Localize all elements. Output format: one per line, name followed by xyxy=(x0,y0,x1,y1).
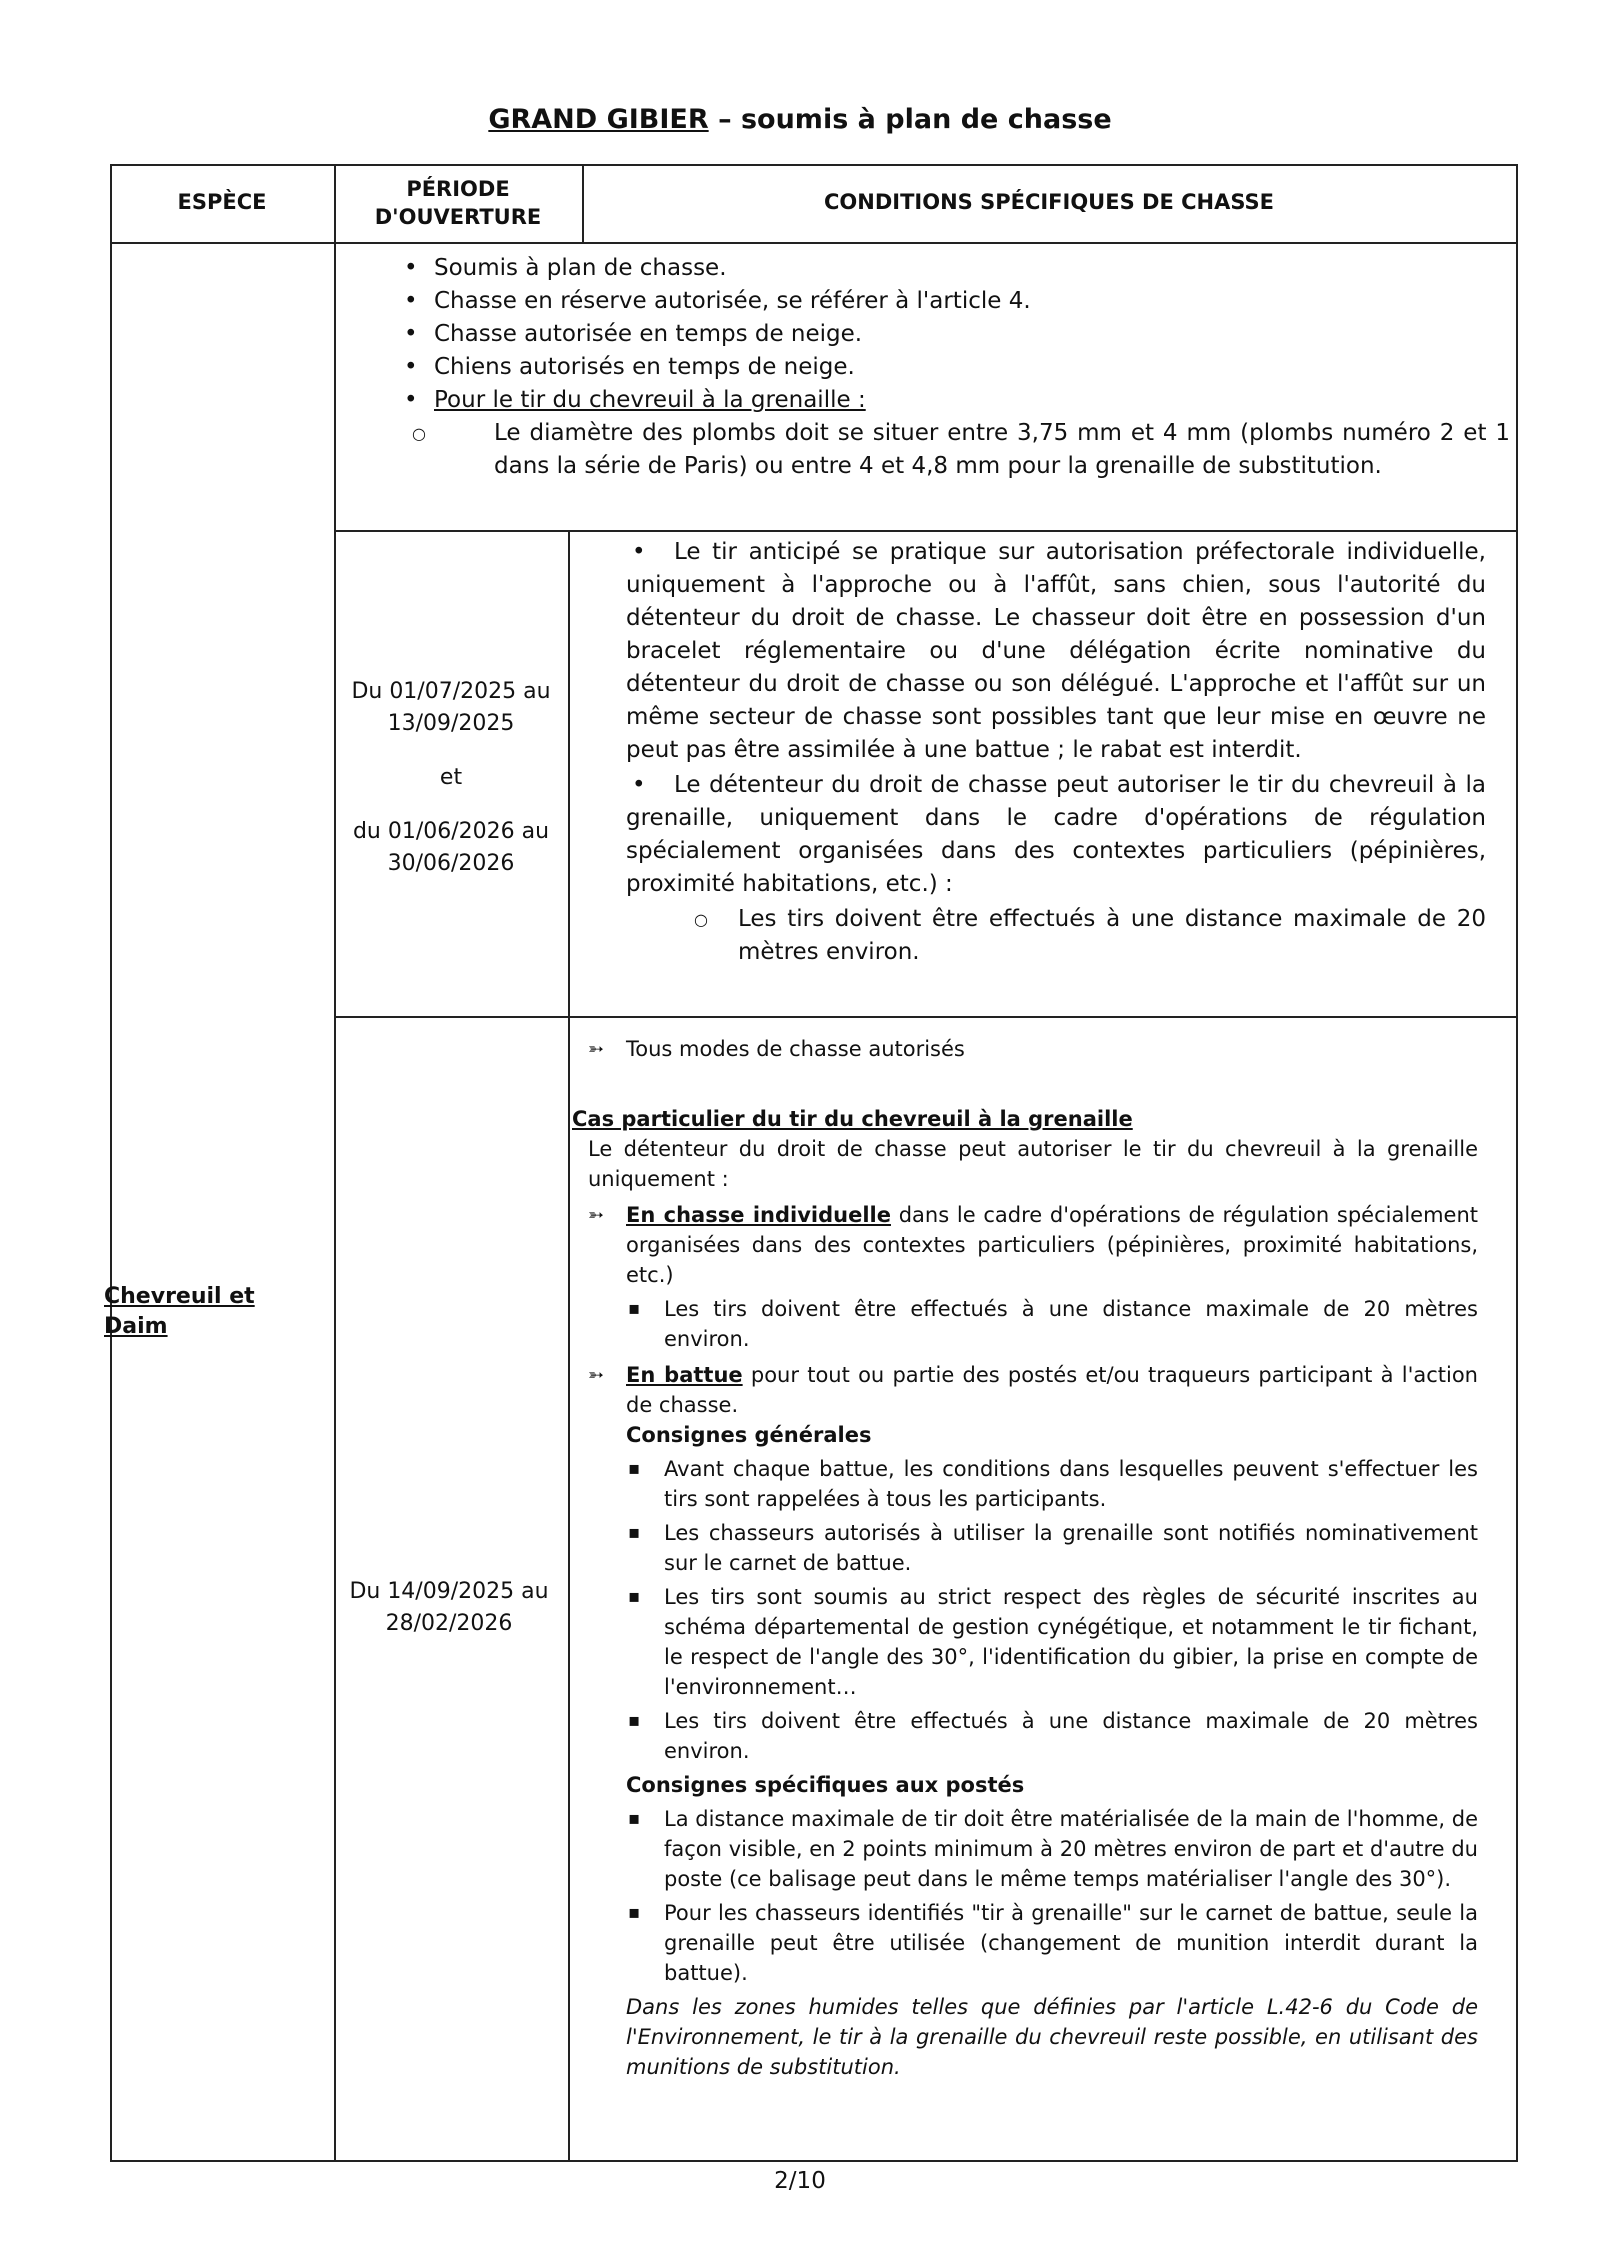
period-1-line4: 30/06/2026 xyxy=(387,851,515,876)
battue-item xyxy=(574,1360,1478,1420)
cas-intro: Le détenteur du droit de chasse peut autoriser le tir du chevreuil à la grenaille uniquement : xyxy=(588,1137,1478,1191)
col-divider-period-lower xyxy=(568,530,570,2160)
cond1-bullet-1: Le tir anticipé se pratique sur autorisation préfectorale individuelle, uniquement à l'approche ou à l'affût, sans chien, sous l'autorité du détenteur du droit de chasse. Le chasseur doit être en possession d'un bracelet réglementaire ou d'une délégation écrite nominative du détenteur du droit de chasse ou son délégué. L'approche et l'affût sur un même secteur de chasse sont possibles tant que leur mise en œuvre ne peut pas être assimilée à une battue ; le rabat est interdit. xyxy=(626,539,1486,763)
modes-text: Tous modes de chasse autorisés xyxy=(626,1037,965,1061)
cas-title: Cas particulier du tir du chevreuil à la grenaille xyxy=(572,1107,1133,1131)
wetland-note: Dans les zones humides telles que définies par l'article L.42-6 du Code de l'Environnement, le tir à la grenaille du chevreuil reste possible, en utilisant des munitions de substitution. xyxy=(626,1995,1478,2079)
arrow-hand-icon: ➳ xyxy=(588,1364,604,1386)
specific-rule: ▪ La distance maximale de tir doit être matérialisée de la main de l'homme, de façon visible, en 2 points minimum à 20 mètres environ de part et d'autre du poste (ce balisage peut dans le même temps matérialiser l'angle des 30°). xyxy=(614,1804,1478,1894)
general-bullet-grenaille: • Pour le tir du chevreuil à la grenaille : xyxy=(398,384,1514,417)
title-main: GRAND GIBIER xyxy=(488,104,709,135)
period-1 xyxy=(334,676,568,880)
header-espece: ESPÈCE xyxy=(177,190,267,214)
row-divider-2 xyxy=(334,1016,1516,1018)
general-conditions xyxy=(398,252,1514,483)
row-divider-1 xyxy=(334,530,1516,532)
period-1-and: et xyxy=(439,765,463,790)
indiv-label: En chasse individuelle xyxy=(626,1203,891,1227)
arrow-hand-icon: ➳ xyxy=(588,1038,604,1060)
page-title xyxy=(0,104,1600,135)
cond1-bullet-2: Le détenteur du droit de chasse peut autoriser le tir du chevreuil à la grenaille, uniquement dans le cadre d'opérations de régulation spécialement organisées dans des contextes particuliers (pépinières, proximité habitations, etc.) : xyxy=(626,772,1486,897)
header-conditions: CONDITIONS SPÉCIFIQUES DE CHASSE xyxy=(824,190,1274,214)
species-name: Chevreuil et Daim xyxy=(104,1284,255,1339)
cond1-sub-bullet: Les tirs doivent être effectués à une distance maximale de 20 mètres environ. xyxy=(738,906,1486,965)
period-2 xyxy=(322,1576,576,1640)
indiv-sub: ▪ Les tirs doivent être effectués à une distance maximale de 20 mètres environ. xyxy=(614,1294,1478,1354)
period-2-line1: Du 14/09/2025 au xyxy=(349,1579,549,1604)
page-number: 2/10 xyxy=(774,2168,826,2194)
general-rules-title: Consignes générales xyxy=(626,1423,872,1447)
battue-text: pour tout ou partie des postés et/ou traqueurs participant à l'action de chasse. xyxy=(626,1363,1478,1417)
specific-rule: ▪ Pour les chasseurs identifiés "tir à grenaille" sur le carnet de battue, seule la grenaille peut être utilisée (changement de munition interdit durant la battue). xyxy=(614,1898,1478,1988)
specific-rules-title: Consignes spécifiques aux postés xyxy=(626,1773,1025,1797)
modes-item xyxy=(574,1034,1478,1064)
conditions-main-season xyxy=(574,1034,1478,2082)
arrow-hand-icon: ➳ xyxy=(588,1204,604,1226)
battue-label: En battue xyxy=(626,1363,743,1387)
header-divider xyxy=(112,242,1516,244)
title-rest: – soumis à plan de chasse xyxy=(718,104,1112,135)
general-rule: ▪ Les tirs doivent être effectués à une distance maximale de 20 mètres environ. xyxy=(614,1706,1478,1766)
general-sub-bullet: ○ Le diamètre des plombs doit se situer entre 3,75 mm et 4 mm (plombs numéro 2 et 1 dans la série de Paris) ou entre 4 et 4,8 mm pour la grenaille de substitution. xyxy=(398,417,1514,483)
general-bullet: • Chiens autorisés en temps de neige. xyxy=(398,351,1514,384)
indiv-item xyxy=(574,1200,1478,1290)
general-bullet: • Chasse autorisée en temps de neige. xyxy=(398,318,1514,351)
period-1-line3: du 01/06/2026 au xyxy=(352,819,550,844)
general-rule: ▪ Les tirs sont soumis au strict respect des règles de sécurité inscrites au schéma départemental de gestion cynégétique, et notamment le tir fichant, le respect de l'angle des 30°, l'identification du gibier, la prise en compte de l'environnement… xyxy=(614,1582,1478,1702)
general-rule: ▪ Avant chaque battue, les conditions dans lesquelles peuvent s'effectuer les tirs sont rappelées à tous les participants. xyxy=(614,1454,1478,1514)
general-bullet: • Chasse en réserve autorisée, se référer à l'article 4. xyxy=(398,285,1514,318)
general-bullet: • Soumis à plan de chasse. xyxy=(398,252,1514,285)
conditions-anticipated: • Le tir anticipé se pratique sur autorisation préfectorale individuelle, uniquement à l'approche ou à l'affût, sans chien, sous l'autorité du détenteur du droit de chasse. Le chasseur doit être en possession d'un bracelet réglementaire ou d'une délégation écrite nominative du détenteur du droit de chasse ou son délégué. L'approche et l'affût sur un même secteur de chasse sont possibles tant que leur mise en œuvre ne peut pas être assimilée à une battue ; le rabat est interdit. • Le détenteur du droit de chasse peut autoriser le tir du chevreuil à la grenaille, uniquement dans le cadre d'opérations de régulation spécialement organisées dans des contextes particuliers (pépinières, proximité habitations, etc.) : ○ Les tirs doivent être effectués à une distance maximale de 20 mètres environ. xyxy=(626,536,1486,969)
period-1-line2: 13/09/2025 xyxy=(387,711,515,736)
header-periode: PÉRIODE D'OUVERTURE xyxy=(374,177,542,229)
general-rule: ▪ Les chasseurs autorisés à utiliser la grenaille sont notifiés nominativement sur le carnet de battue. xyxy=(614,1518,1478,1578)
period-2-line2: 28/02/2026 xyxy=(385,1611,513,1636)
indiv-text: dans le cadre d'opérations de régulation spécialement organisées dans des contextes particuliers (pépinières, proximité habitations, etc.) xyxy=(626,1203,1478,1287)
col-divider-species xyxy=(334,166,336,2160)
period-1-line1: Du 01/07/2025 au xyxy=(351,679,551,704)
